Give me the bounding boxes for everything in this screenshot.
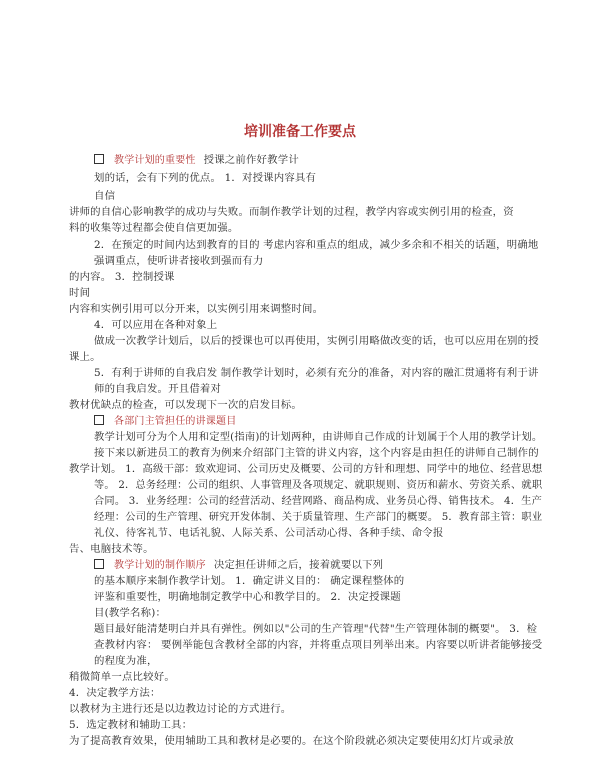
section-heading-topics bbox=[94, 414, 244, 429]
text-line: 时间 bbox=[69, 287, 91, 299]
text-line: 的程度为准， bbox=[94, 655, 158, 667]
checkbox-icon bbox=[94, 154, 104, 164]
text-line: 教材优缺点的检查，可以发现下一次的启发目标。 bbox=[69, 399, 302, 411]
text-line: 查教材内容： 要例举能包含教材全部的内容，并将重点项目列举出来。内容要以听讲者能够接受 bbox=[94, 639, 543, 651]
text-line: 告、电脑技术等。 bbox=[69, 543, 154, 555]
text-line: 教学计划可分为个人用和定型(指南)的计划两种，由讲师自己作成的计划属于个人用的教学计划。 bbox=[94, 431, 543, 443]
heading-text: 各部门主管担任的讲课题目 bbox=[114, 416, 237, 427]
text-line: 评鉴和重要性，明确地制定教学中心和教学目的。 2．决定授课题 bbox=[94, 591, 401, 603]
section-heading-procedure bbox=[94, 558, 383, 573]
text-line: 4．可以应用在各种对象上 bbox=[94, 319, 218, 331]
text-line: 划的话，会有下列的优点。 1．对授课内容具有 bbox=[94, 172, 317, 184]
text-line: 合同。 3．业务经理：公司的经营活动、经营网路、商品构成、业务员心得、销售技术。 4．生产 bbox=[94, 495, 543, 507]
heading-text: 教学计划的制作顺序 bbox=[114, 560, 206, 571]
text-line: 师的自我启发。开且借着对 bbox=[94, 383, 222, 395]
text-line: 题目最好能清楚明白并具有弹性。例如以"公司的生产管理"代替"生产管理体制的概要"。 3．检 bbox=[94, 623, 538, 635]
text-line: 的基本顺序来制作教学计划。 1．确定讲义目的： 确定课程整体的 bbox=[94, 575, 405, 587]
section-heading-importance bbox=[94, 153, 299, 168]
checkbox-icon bbox=[94, 415, 104, 425]
text-line: 5．选定教材和辅助工具： bbox=[69, 719, 193, 731]
text-line: 教学计划。 1．高级干部：致欢迎词、公司历史及概要、公司的方针和理想、同学中的地位、经营思想 bbox=[69, 463, 543, 475]
heading-tail: 授课之前作好教学计 bbox=[203, 154, 299, 166]
text-line: 2．在预定的时间内达到教育的目的 考虑内容和重点的组成，减少多余和不相关的话题，明确地 bbox=[94, 239, 539, 251]
text-line: 目(教学名称)： bbox=[94, 607, 167, 619]
text-line: 经理：公司的生产管理、研究开发体制、关于质量管理、生产部门的概要。 5．教育部主管：职业 bbox=[94, 511, 543, 523]
text-line: 课上。 bbox=[69, 351, 101, 363]
text-line: 等。 2．总务经理：公司的组织、人事管理及各项规定、就职规则、资历和薪水、劳资关系、就职 bbox=[94, 479, 543, 491]
text-line: 自信 bbox=[94, 190, 116, 202]
text-line: 内容和实例引用可以分开来，以实例引用来调整时间。 bbox=[69, 303, 324, 315]
text-line: 料的收集等过程都会使自信更加强。 bbox=[69, 222, 239, 234]
page-title: 培训准备工作要点 bbox=[244, 124, 356, 140]
heading-tail: 决定担任讲师之后，接着就要以下列 bbox=[213, 559, 384, 571]
text-line: 4．决定教学方法： bbox=[69, 687, 161, 699]
text-line: 为了提高教育效果，使用辅助工具和教材是必要的。在这个阶段就必须决定要使用幻灯片或录放 bbox=[69, 735, 514, 747]
text-line: 讲师的自信心影响教学的成功与失败。而制作教学计划的过程，教学内容或实例引用的检查，资 bbox=[69, 206, 514, 218]
text-line: 5．有利于讲师的自我启发 制作教学计划时，必须有充分的准备，对内容的融汇贯通将有利于讲 bbox=[94, 367, 539, 379]
text-line: 接下来以新进员工的教育为例来介绍部门主管的讲义内容，这个内容是由担任的讲师自己制作的 bbox=[94, 447, 539, 459]
heading-text: 教学计划的重要性 bbox=[114, 155, 196, 166]
text-line: 强调重点，使听讲者接收到强而有力 bbox=[94, 255, 264, 267]
text-line: 以教材为主进行还是以边教边讨论的方式进行。 bbox=[69, 703, 292, 715]
text-line: 的内容。 3．控制授课 bbox=[69, 271, 175, 283]
text-line: 稍微简单一点比较好。 bbox=[69, 671, 175, 683]
checkbox-icon bbox=[94, 559, 104, 569]
text-line: 做成一次教学计划后，以后的授课也可以再使用，实例引用略做改变的话，也可以应用在别的授 bbox=[94, 335, 539, 347]
text-line: 礼仪、待客礼节、电话礼貌、人际关系、公司活动心得、各种手续、命令报 bbox=[94, 527, 444, 539]
